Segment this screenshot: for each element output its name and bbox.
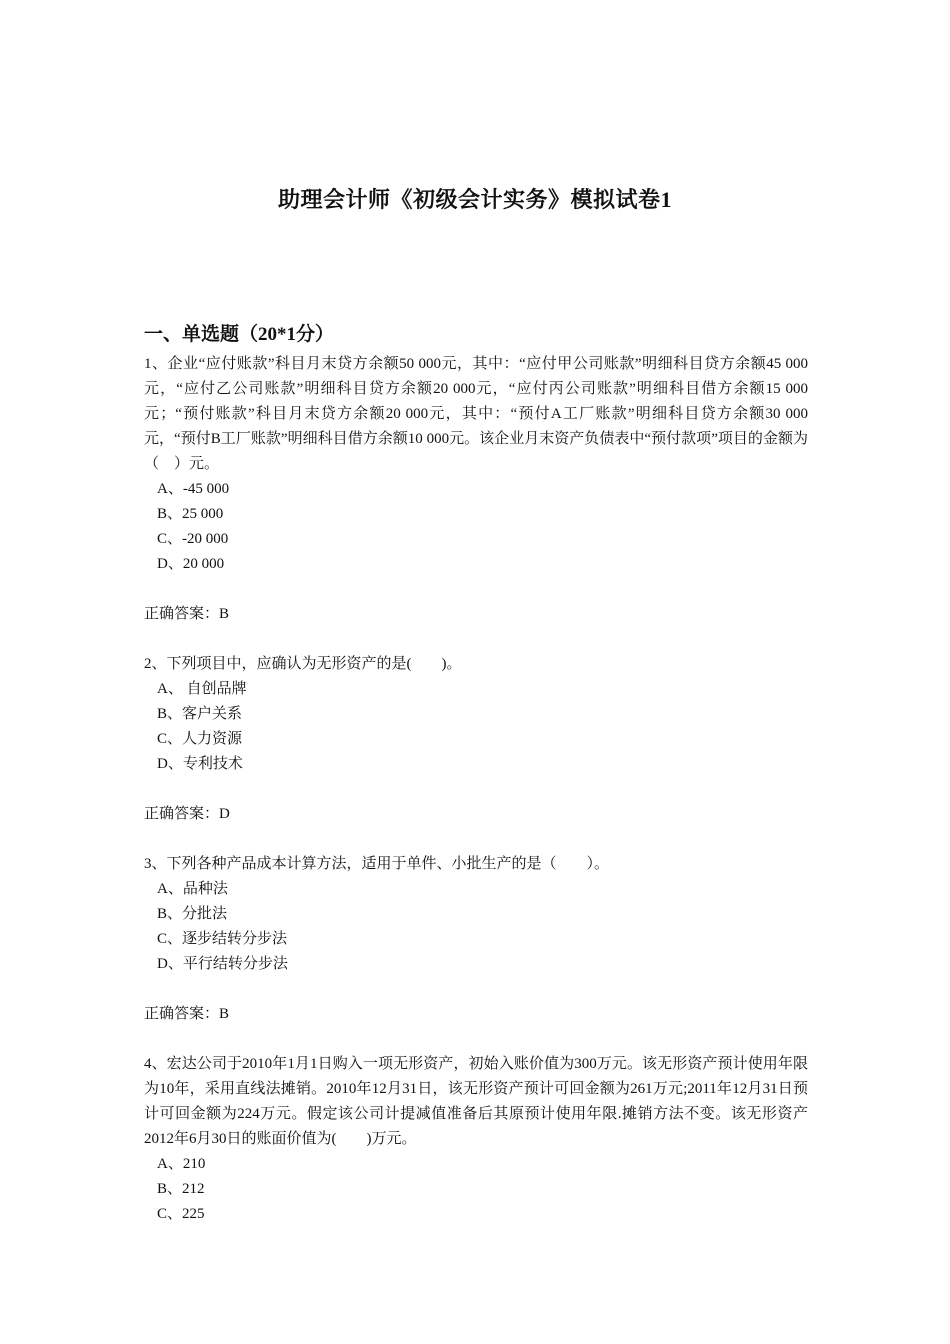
question-text: 3、下列各种产品成本计算方法，适用于单件、小批生产的是（ ）。 bbox=[144, 856, 610, 872]
option-list bbox=[144, 1152, 808, 1227]
question-2 bbox=[144, 652, 808, 827]
option-c: C、-20 000 bbox=[157, 531, 229, 547]
document-body bbox=[144, 320, 808, 1227]
option-c: C、人力资源 bbox=[157, 731, 243, 747]
option-list bbox=[144, 477, 808, 577]
question-text: 2、下列项目中，应确认为无形资产的是( )。 bbox=[144, 656, 462, 672]
option-c: C、225 bbox=[157, 1206, 205, 1222]
option-d: D、专利技术 bbox=[157, 756, 243, 772]
option-a: A、 自创品牌 bbox=[157, 681, 247, 697]
option-a: A、-45 000 bbox=[157, 481, 230, 497]
option-d: D、20 000 bbox=[157, 556, 225, 572]
section-heading: 一、单选题（20*1分） bbox=[144, 324, 335, 345]
option-a: A、品种法 bbox=[157, 881, 228, 897]
option-list bbox=[144, 877, 808, 977]
question-3 bbox=[144, 852, 808, 1027]
correct-answer: 正确答案：D bbox=[144, 806, 230, 822]
option-b: B、客户关系 bbox=[157, 706, 243, 722]
option-b: B、分批法 bbox=[157, 906, 228, 922]
option-list bbox=[144, 677, 808, 777]
option-b: B、212 bbox=[157, 1181, 205, 1197]
correct-answer: 正确答案：B bbox=[144, 606, 230, 622]
question-text: 1、企业“应付账款”科目月末贷方余额50 000元，其中：“应付甲公司账款”明细科目贷方余额45 000元，“应付乙公司账款”明细科目贷方余额20 000元，“应付丙公司账款”明细科目借方余额15 000元；“预付账款”科目月末贷方余额20 000元，其中：“预付A工厂账款”明细科目贷方余额30 000元，“预付B工厂账款”明细科目借方余额10 000元。该企业月末资产负债表中“预付款项”项目的金额为（ ）元。 bbox=[144, 356, 808, 472]
question-4 bbox=[144, 1052, 808, 1227]
option-a: A、210 bbox=[157, 1156, 206, 1172]
option-b: B、25 000 bbox=[157, 506, 224, 522]
option-d: D、平行结转分步法 bbox=[157, 956, 288, 972]
document-title: 助理会计师《初级会计实务》模拟试卷1 bbox=[277, 187, 672, 212]
question-1 bbox=[144, 352, 808, 627]
correct-answer: 正确答案：B bbox=[144, 1006, 230, 1022]
question-text: 4、宏达公司于2010年1月1日购入一项无形资产，初始入账价值为300万元。该无形资产预计使用年限为10年，采用直线法摊销。2010年12月31日，该无形资产预计可回金额为261万元;2011年12月31日预计可回金额为224万元。假定该公司计提减值准备后其原预计使用年限.摊销方法不变。该无形资产2012年6月30日的账面价值为( )万元。 bbox=[144, 1056, 808, 1147]
option-c: C、逐步结转分步法 bbox=[157, 931, 288, 947]
